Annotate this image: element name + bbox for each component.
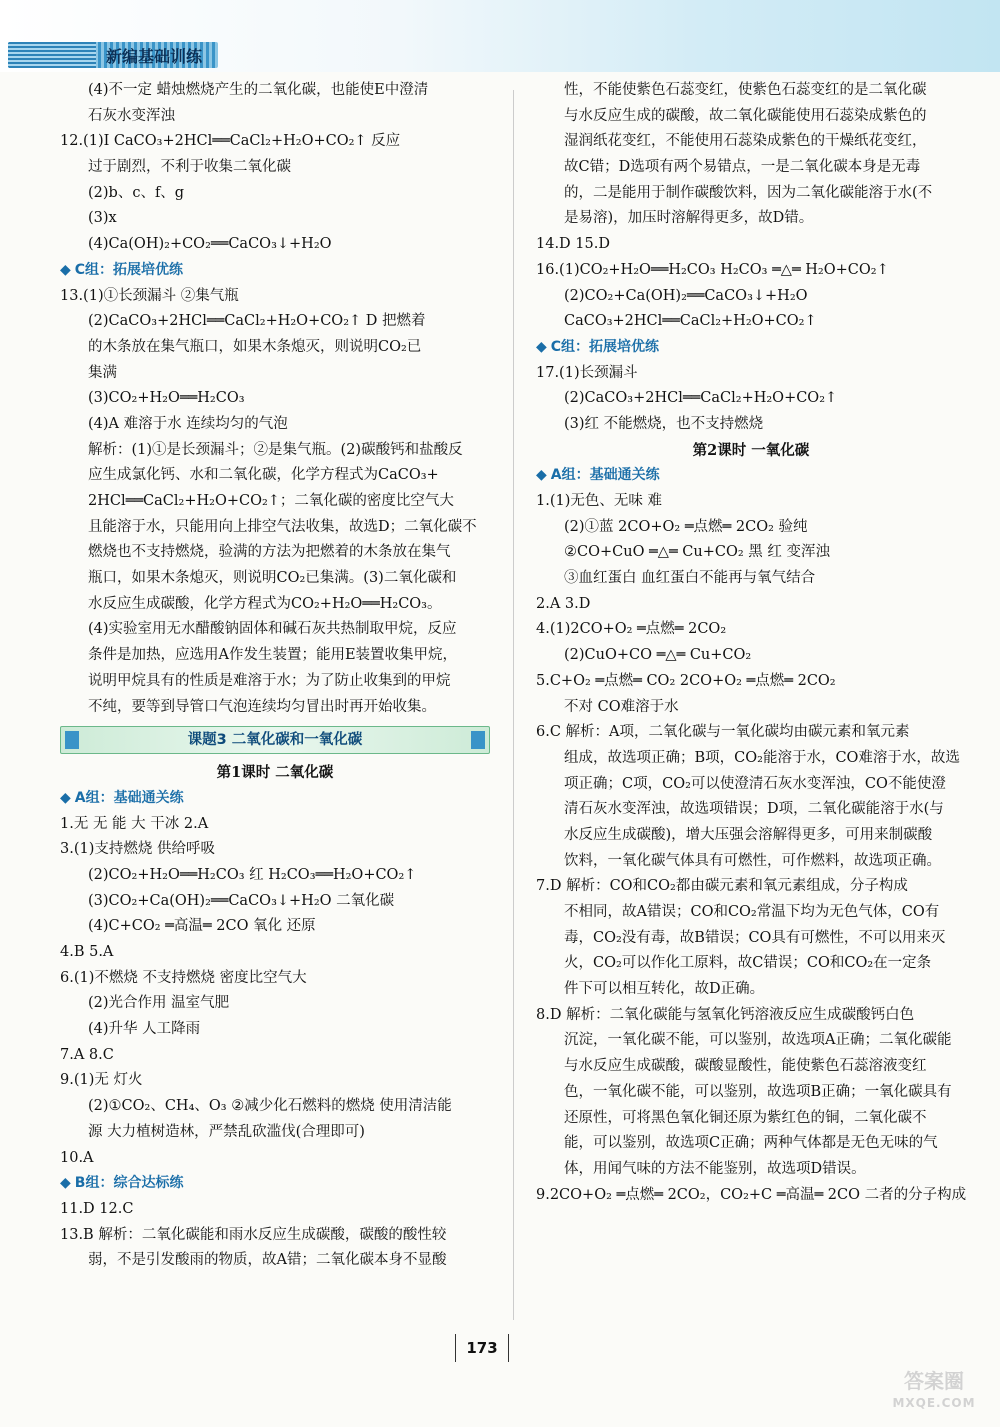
answer-line: 3.(1)支持燃烧 供给呼吸 (60, 841, 215, 858)
watermark-url: MXQE.COM (892, 1396, 976, 1410)
answer-line: 体，用闻气味的方法不能鉴别，故选项D错误。 (564, 1160, 866, 1177)
answer-line: 11.D 12.C (60, 1200, 134, 1217)
answer-line: 9.(1)无 灯火 (60, 1072, 143, 1089)
answer-line: 过于剧烈，不利于收集二氧化碳 (88, 159, 291, 176)
answer-line: 能，可以鉴别，故选项C正确；两种气体都是无色无味的气 (564, 1135, 938, 1152)
group-heading-text: B组：综合达标练 (74, 1175, 184, 1192)
answer-line: 与水反应生成的碳酸，故二氧化碳能使用石蕊染成紫色的 (564, 107, 927, 124)
answer-line: 清石灰水变浑浊，故选项错误；D项，二氧化碳能溶于水(与 (564, 801, 944, 818)
answer-line: 2.A 3.D (536, 595, 591, 612)
answer-line: 17.(1)长颈漏斗 (536, 364, 638, 381)
column-divider (513, 90, 514, 1320)
answer-line: (2)①蓝 2CO+O₂ ═点燃═ 2CO₂ 验纯 (564, 518, 808, 535)
answer-line: (2)CaCO₃+2HCl══CaCl₂+H₂O+CO₂↑ (564, 390, 838, 407)
answer-line: 沉淀，一氧化碳不能，可以鉴别，故选项A正确；二氧化碳能 (564, 1032, 952, 1049)
answer-line: 10.A (60, 1149, 94, 1166)
answer-line: 还原性，可将黑色氧化铜还原为紫红色的铜，二氧化碳不 (564, 1109, 927, 1126)
answer-line: 与水反应生成碳酸，碳酸显酸性，能使紫色石蕊溶液变红 (564, 1058, 927, 1075)
answer-line: 9.2CO+O₂ ═点燃═ 2CO₂，CO₂+C ═高温═ 2CO 二者的分子构成 (536, 1186, 966, 1203)
lesson-subtitle: 第2课时 一氧化碳 (692, 441, 810, 459)
answer-line: 瓶口，如果木条熄灭，则说明CO₂已集满。(3)二氧化碳和 (88, 570, 457, 587)
page-number: 173 (455, 1334, 509, 1362)
diamond-icon: ◆ (536, 338, 547, 355)
answer-line: 饮料，一氧化碳气体具有可燃性，可作燃料，故选项正确。 (564, 852, 941, 869)
answer-line: 6.C 解析：A项，二氧化碳与一氧化碳均由碳元素和氧元素 (536, 724, 910, 741)
answer-line: (4)C+CO₂ ═高温═ 2CO 氧化 还原 (88, 918, 316, 935)
brand-badge (8, 42, 218, 68)
lesson-subtitle: 第1课时 二氧化碳 (216, 764, 334, 782)
answer-line: 解析：(1)①是长颈漏斗；②是集气瓶。(2)碳酸钙和盐酸反 (88, 441, 463, 458)
answer-line: 组成，故选项正确；B项，CO₂能溶于水，CO难溶于水，故选 (564, 749, 960, 766)
answer-line: 件下可以相互转化，故D正确。 (564, 981, 765, 998)
brand-title: 新编基础训练 (106, 47, 203, 66)
answer-line: 6.(1)不燃烧 不支持燃烧 密度比空气大 (60, 969, 307, 986)
answer-line: 不对 CO难溶于水 (564, 698, 679, 715)
banner-title: 课题3 二氧化碳和一氧化碳 (187, 732, 363, 749)
header-band (0, 0, 1000, 72)
answer-line: 1.无 无 能 大 干冰 2.A (60, 815, 209, 832)
diamond-icon: ◆ (60, 1175, 71, 1192)
answer-line: 说明甲烷具有的性质是难溶于水；为了防止收集到的甲烷 (88, 672, 451, 689)
answer-line: 弱，不是引发酸雨的物质，故A错；二氧化碳本身不显酸 (88, 1252, 447, 1269)
answer-line: 性，不能使紫色石蕊变红，使紫色石蕊变红的是二氧化碳 (564, 82, 927, 98)
answer-line: 12.(1)Ⅰ CaCO₃+2HCl══CaCl₂+H₂O+CO₂↑ 反应 (60, 133, 401, 150)
answer-line: 不纯，要等到导管口气泡连续均匀冒出时再开始收集。 (88, 698, 436, 715)
answer-line: 4.(1)2CO+O₂ ═点燃═ 2CO₂ (536, 621, 727, 638)
answer-line: 集满 (88, 364, 117, 381)
answer-line: (3)红 不能燃烧，也不支持燃烧 (564, 415, 764, 432)
answer-line: 2HCl══CaCl₂+H₂O+CO₂↑；二氧化碳的密度比空气大 (88, 493, 454, 509)
answer-line: 1.(1)无色、无味 难 (536, 493, 662, 509)
group-heading-text: C组：拓展培优练 (74, 261, 184, 278)
banner-bar-left (65, 731, 79, 749)
answer-line: (2)CuO+CO ═△═ Cu+CO₂ (564, 647, 752, 664)
answer-line: 湿润纸花变红，不能使用石蕊染成紫色的干燥纸花变红， (564, 133, 927, 150)
answer-line: (4)升华 人工降雨 (88, 1021, 201, 1038)
group-heading (60, 786, 490, 812)
group-heading-text: A组：基础通关练 (74, 789, 184, 806)
answer-line: 故C错；D选项有两个易错点，一是二氧化碳本身是无毒 (564, 159, 921, 176)
answer-line: 14.D 15.D (536, 236, 610, 253)
answer-line: 7.D 解析：CO和CO₂都由碳元素和氧元素组成，分子构成 (536, 878, 908, 895)
answer-line: 石灰水变浑浊 (88, 107, 175, 124)
right-column (536, 78, 966, 1208)
section-banner (60, 726, 490, 754)
answer-line: (3)CO₂+Ca(OH)₂══CaCO₃↓+H₂O 二氧化碳 (88, 892, 395, 909)
answer-line: (4)Ca(OH)₂+CO₂══CaCO₃↓+H₂O (88, 236, 332, 253)
answer-line: (2)CO₂+H₂O══H₂CO₃ 红 H₂CO₃══H₂O+CO₂↑ (88, 866, 417, 883)
answer-line: 16.(1)CO₂+H₂O══H₂CO₃ H₂CO₃ ═△═ H₂O+CO₂↑ (536, 261, 889, 278)
left-column (60, 78, 490, 1274)
group-heading-text: A组：基础通关练 (550, 467, 660, 484)
answer-line: 水反应生成碳酸，化学方程式为CO₂+H₂O══H₂CO₃。 (88, 595, 442, 612)
answer-line: 色，一氧化碳不能，可以鉴别，故选项B正确；一氧化碳具有 (564, 1083, 952, 1100)
answer-line: (2)光合作用 温室气肥 (88, 995, 230, 1012)
answer-line: 8.D 解析：二氧化碳能与氢氧化钙溶液反应生成碳酸钙白色 (536, 1006, 915, 1023)
group-heading (536, 463, 966, 489)
answer-line: (2)①CO₂、CH₄、O₃ ②减少化石燃料的燃烧 使用清洁能 (88, 1098, 452, 1115)
group-heading (60, 258, 490, 284)
group-heading (536, 335, 966, 361)
answer-line: (2)b、c、f、g (88, 184, 185, 201)
answer-line: (4)实验室用无水醋酸钠固体和碱石灰共热制取甲烷，反应 (88, 621, 457, 638)
answer-line: 源 大力植树造林，严禁乱砍滥伐(合理即可) (88, 1123, 365, 1140)
answer-line: 不相同，故A错误；CO和CO₂常温下均为无色气体，CO有 (564, 904, 940, 920)
answer-line: (4)A 难溶于水 连续均匀的气泡 (88, 415, 288, 432)
answer-line: 燃烧也不支持燃烧，验满的方法为把燃着的木条放在集气 (88, 544, 451, 561)
answer-line: 的，二是能用于制作碳酸饮料，因为二氧化碳能溶于水(不 (564, 184, 933, 201)
watermark-logo (872, 1370, 996, 1424)
answer-line: (3)CO₂+H₂O══H₂CO₃ (88, 390, 245, 407)
answer-line: 13.(1)①长颈漏斗 ②集气瓶 (60, 287, 239, 304)
group-heading (60, 1171, 490, 1197)
answer-line: (4)不一定 蜡烛燃烧产生的二氧化碳，也能使E中澄清 (88, 82, 429, 98)
answer-line: 5.C+O₂ ═点燃═ CO₂ 2CO+O₂ ═点燃═ 2CO₂ (536, 672, 836, 689)
answer-line: 火，CO₂可以作化工原料，故C错误；CO和CO₂在一定条 (564, 955, 932, 972)
answer-line: 应生成氯化钙、水和二氧化碳，化学方程式为CaCO₃+ (88, 467, 439, 484)
diamond-icon: ◆ (536, 467, 547, 484)
answer-line: (2)CO₂+Ca(OH)₂══CaCO₃↓+H₂O (564, 287, 808, 304)
watermark-text: 答案圈 (904, 1369, 964, 1393)
answer-line: 条件是加热，应选用A作发生装置；能用E装置收集甲烷， (88, 647, 458, 664)
banner-bar-right (471, 731, 485, 749)
answer-line: 项正确；C项，CO₂可以使澄清石灰水变浑浊，CO不能使澄 (564, 775, 946, 792)
brand-pattern (8, 42, 96, 68)
answer-line: 毒，CO₂没有毒，故B错误；CO具有可燃性，不可以用来灭 (564, 929, 946, 946)
answer-line: 13.B 解析：二氧化碳能和雨水反应生成碳酸，碳酸的酸性较 (60, 1226, 447, 1243)
group-heading-text: C组：拓展培优练 (550, 338, 660, 355)
answer-line: (3)x (88, 210, 117, 227)
answer-line: 4.B 5.A (60, 944, 114, 960)
answer-line: ③血红蛋白 血红蛋白不能再与氧气结合 (564, 570, 816, 587)
diamond-icon: ◆ (60, 261, 71, 278)
answer-line: (2)CaCO₃+2HCl══CaCl₂+H₂O+CO₂↑ D 把燃着 (88, 313, 426, 330)
answer-line: 水反应生成碳酸)，增大压强会溶解得更多，可用来制碳酸 (564, 826, 933, 843)
answer-line: 7.A 8.C (60, 1046, 114, 1063)
answer-line: 是易溶)，加压时溶解得更多，故D错。 (564, 210, 814, 227)
answer-line: 且能溶于水，只能用向上排空气法收集，故选D；二氧化碳不 (88, 518, 477, 535)
answer-line: CaCO₃+2HCl══CaCl₂+H₂O+CO₂↑ (564, 313, 817, 330)
diamond-icon: ◆ (60, 789, 71, 806)
answer-line: 的木条放在集气瓶口，如果木条熄灭，则说明CO₂已 (88, 338, 422, 355)
answer-line: ②CO+CuO ═△═ Cu+CO₂ 黑 红 变浑浊 (564, 544, 830, 561)
